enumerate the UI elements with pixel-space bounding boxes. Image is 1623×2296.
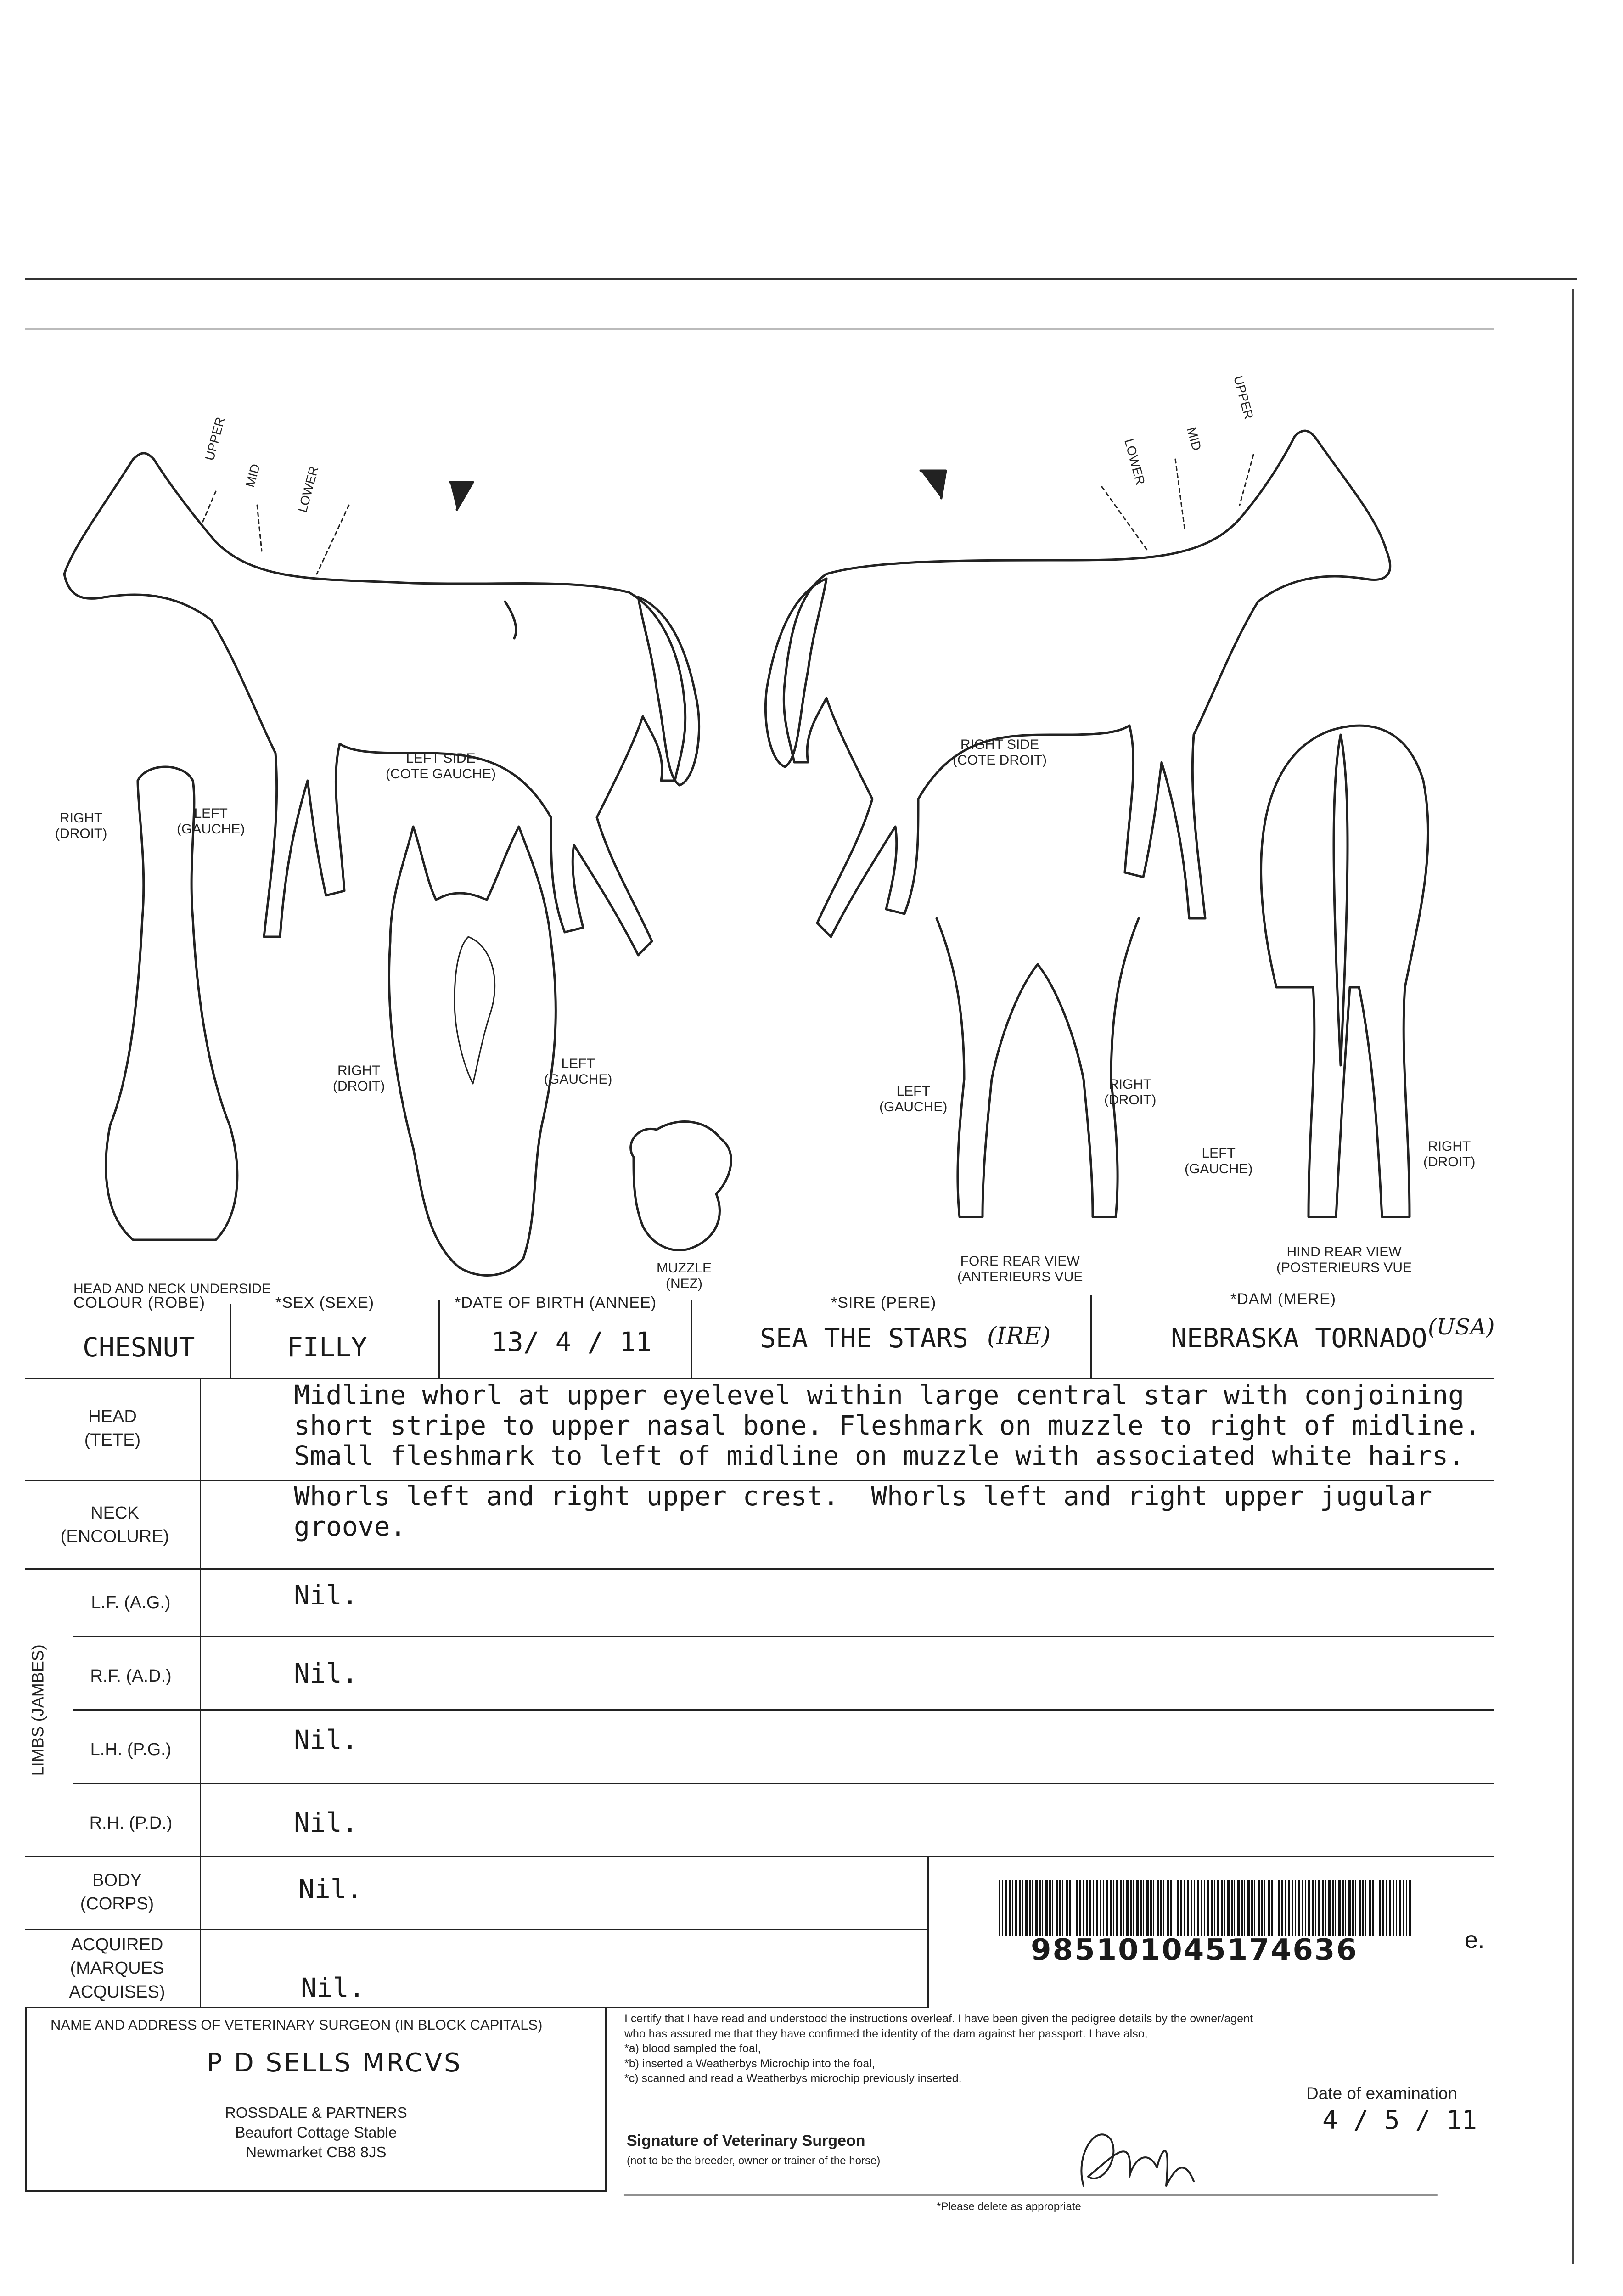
vet-name: P D SELLS MRCVS (207, 2048, 462, 2078)
body-row-label: BODY (CORPS) (80, 1871, 154, 1914)
lf-row-rule (73, 1636, 1494, 1637)
right-side-label: RIGHT SIDE (COTE DROIT) (953, 737, 1047, 768)
muzzle-outline (631, 1122, 731, 1250)
lh-row-label: L.H. (P.G.) (90, 1740, 172, 1759)
fore-rear-view-label: FORE REAR VIEW (ANTERIEURS VUE (957, 1254, 1083, 1284)
neck-underside-outline (106, 767, 237, 1240)
identity-bottom-rule (25, 1378, 1494, 1379)
microchip-trailing-text: e. (1465, 1927, 1485, 1953)
mid-label-right: MID (1184, 425, 1204, 452)
sire-suffix: (IRE) (987, 1322, 1051, 1350)
neck-right-label: RIGHT (DROIT) (55, 810, 107, 841)
sire-label: *SIRE (PERE) (831, 1294, 937, 1311)
zone-line-mid-right (1175, 459, 1185, 528)
dam-suffix: (USA) (1428, 1314, 1495, 1340)
zone-line-upper-right (1240, 455, 1253, 505)
neck-left-label: LEFT (GAUCHE) (177, 806, 245, 837)
zone-line-lower-right (1102, 487, 1148, 551)
body-row-value: Nil. (298, 1874, 363, 1905)
mid-label-left: MID (242, 462, 263, 489)
head-neck-underside-label: HEAD AND NECK UNDERSIDE (73, 1281, 271, 1296)
head-star-marking (455, 937, 495, 1084)
fore-right-label: RIGHT (DROIT) (1104, 1077, 1157, 1108)
lower-label-left: LOWER (295, 465, 321, 514)
sire-value: SEA THE STARS (760, 1322, 968, 1354)
sex-label: *SEX (SEXE) (275, 1294, 375, 1311)
zone-line-upper-left (202, 491, 216, 523)
lh-row-value: Nil. (294, 1724, 358, 1756)
hind-rear-view-label: HIND REAR VIEW (POSTERIEURS VUE (1276, 1244, 1412, 1275)
hind-left-label: LEFT (GAUCHE) (1185, 1146, 1253, 1176)
lf-row-value: Nil. (294, 1580, 358, 1611)
date-of-examination-label: Date of examination (1306, 2084, 1458, 2103)
neck-row-label: NECK (ENCOLURE) (60, 1503, 169, 1547)
muzzle-label: MUZZLE (NEZ) (657, 1261, 712, 1291)
signature-label: Signature of Veterinary Surgeon (627, 2132, 865, 2150)
zone-line-lower-left (317, 505, 349, 574)
vet-address: ROSSDALE & PARTNERS Beaufort Cottage Stable Newmarket CB8 8JS (225, 2104, 407, 2161)
id-divider-4 (1090, 1295, 1092, 1378)
fore-rear-view-outline (937, 918, 1139, 1217)
id-divider-3 (691, 1300, 692, 1378)
head-row-label: HEAD (TETE) (84, 1407, 141, 1450)
dam-value: NEBRASKA TORNADO (1171, 1322, 1427, 1354)
microchip-number: 985101045174636 (1031, 1933, 1358, 1967)
lower-label-right: LOWER (1122, 437, 1148, 487)
rh-row-label: R.H. (P.D.) (89, 1813, 173, 1833)
head-row-value: Midline whorl at upper eyelevel within large central star with conjoining short stripe to upper nasal bone. Fleshmark on muzzle to right of midline. Small fleshmark to left of midline on muzzle with associated white hairs. (294, 1379, 1481, 1471)
rh-row-value: Nil. (294, 1807, 358, 1838)
colour-value: CHESNUT (83, 1332, 195, 1363)
rf-row-rule (73, 1709, 1494, 1711)
left-side-label: LEFT SIDE (COTE GAUCHE) (386, 751, 496, 782)
id-divider-2 (438, 1300, 440, 1378)
hind-right-label: RIGHT (DROIT) (1423, 1139, 1476, 1170)
zone-line-mid-left (257, 505, 262, 551)
limbs-group-label: LIMBS (JAMBES) (28, 1644, 47, 1776)
neck-row-rule (25, 1568, 1494, 1570)
lf-row-label: L.F. (A.G.) (91, 1593, 171, 1612)
head-right-label: RIGHT (DROIT) (333, 1063, 385, 1094)
horse-left-belly-line (505, 602, 516, 638)
delete-note: *Please delete as appropriate (937, 2200, 1081, 2213)
colour-label: COLOUR (ROBE) (73, 1294, 205, 1311)
horse-right-side-outline (784, 431, 1390, 937)
acquired-row-label: ACQUIRED (MARQUES ACQUISES) (69, 1935, 165, 2002)
lh-row-rule (73, 1783, 1494, 1784)
sex-value: FILLY (287, 1332, 367, 1363)
rf-row-label: R.F. (A.D.) (90, 1666, 172, 1686)
arrow-left-triangle (450, 482, 473, 510)
body-acquired-right-divider (927, 1856, 929, 2008)
head-front-outline (389, 827, 556, 1275)
vet-certification-text: I certify that I have read and understood the instructions overleaf. I have been given the pedigree details by the owner/agent who has assured me that they have confirmed the identity of the dam against her passport. I have also, *a) blood sampled the foal, *b) inserted a Weatherbys Microchip into the foal, *c) scanned and read a Weatherbys microchip previously inserted. (624, 2012, 1253, 2085)
head-left-label: LEFT (GAUCHE) (544, 1056, 612, 1087)
id-divider-1 (230, 1304, 231, 1378)
neck-row-value: Whorls left and right upper crest. Whorls left and right upper jugular groove. (294, 1480, 1432, 1542)
vet-name-box (25, 2007, 607, 2192)
rh-row-rule (25, 1856, 1494, 1857)
body-row-rule (25, 1929, 927, 1930)
rf-row-value: Nil. (294, 1658, 358, 1689)
dob-label: *DATE OF BIRTH (ANNEE) (455, 1294, 657, 1311)
dob-value: 13/ 4 / 11 (491, 1326, 652, 1357)
signature-note: (not to be the breeder, owner or trainer of the horse) (627, 2155, 881, 2167)
dam-label: *DAM (MERE) (1230, 1290, 1337, 1308)
horse-left-tail (638, 597, 699, 785)
hind-rear-tail (1334, 735, 1348, 1065)
vet-name-address-label: NAME AND ADDRESS OF VETERINARY SURGEON (IN BLOCK CAPITALS) (51, 2017, 543, 2033)
date-of-examination-value: 4 / 5 / 11 (1322, 2105, 1477, 2135)
horse-right-tail (765, 579, 826, 767)
fore-left-label: LEFT (GAUCHE) (879, 1084, 948, 1114)
microchip-barcode (999, 1880, 1412, 1936)
arrow-right-triangle (921, 471, 946, 498)
horse-left-side-outline (64, 453, 685, 955)
label-column-divider (200, 1378, 201, 2007)
acquired-row-value: Nil. (301, 1972, 365, 2003)
upper-label-left: UPPER (202, 416, 228, 462)
upper-label-right: UPPER (1230, 374, 1256, 421)
